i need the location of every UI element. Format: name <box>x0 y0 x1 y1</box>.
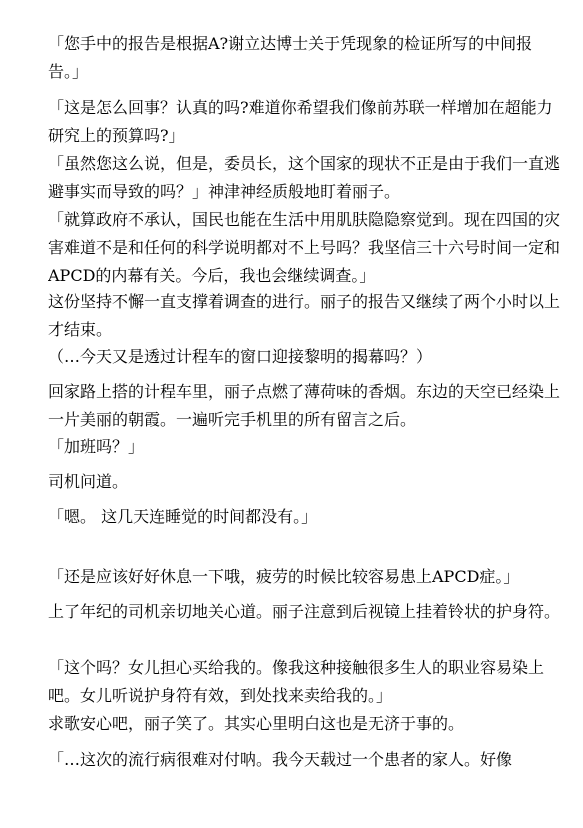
paragraph-2: 「这是怎么回事？认真的吗?难道你希望我们像前苏联一样增加在超能力研究上的预算吗?」 <box>48 98 553 145</box>
paragraph-12: 上了年纪的司机亲切地关心道。丽子注意到后视镜上挂着铃状的护身符。 <box>48 602 560 621</box>
paragraph-3: 「虽然您这么说，但是，委员长，这个国家的现状不正是由于我们一直逃避事实而导致的吗？」神津神经质般地盯着丽子。 <box>48 154 560 201</box>
paragraph-10: 「嗯。 这几天连睡觉的时间都没有。」 <box>48 507 318 526</box>
document-page <box>48 0 560 828</box>
paragraph-11: 「还是应该好好休息一下哦，疲劳的时候比较容易患上APCD症。」 <box>48 567 520 586</box>
paragraph-8: 「加班吗？」 <box>48 437 145 456</box>
paragraph-15: 「…这次的流行病很难对付呐。我今天载过一个患者的家人。好像 <box>48 750 513 769</box>
paragraph-6: （…今天又是透过计程车的窗口迎接黎明的揭幕吗？） <box>48 347 433 366</box>
paragraph-14: 求歌安心吧，丽子笑了。其实心里明白这也是无济于事的。 <box>48 714 465 733</box>
paragraph-9: 司机问道。 <box>48 472 129 491</box>
paragraph-13: 「这个吗？女儿担心买给我的。像我这种接触很多生人的职业容易染上吧。女儿听说护身符有效，到处找来卖给我的。」 <box>48 658 545 705</box>
paragraph-1: 「您手中的报告是根据A?谢立达博士关于凭现象的检证所写的中间报告。」 <box>48 34 533 81</box>
paragraph-7: 回家路上搭的计程车里，丽子点燃了薄荷味的香烟。东边的天空已经染上一片美丽的朝霞。一遍听完手机里的所有留言之后。 <box>48 382 560 429</box>
paragraph-4: 「就算政府不承认，国民也能在生活中用肌肤隐隐察觉到。现在四国的灾害难道不是和任何的科学说明都对不上号吗？我坚信三十六号时间一定和APCD的内幕有关。今后，我也会继续调查。」 <box>48 210 560 285</box>
paragraph-5: 这份坚持不懈一直支撑着调查的进行。丽子的报告又继续了两个小时以上才结束。 <box>48 292 560 339</box>
